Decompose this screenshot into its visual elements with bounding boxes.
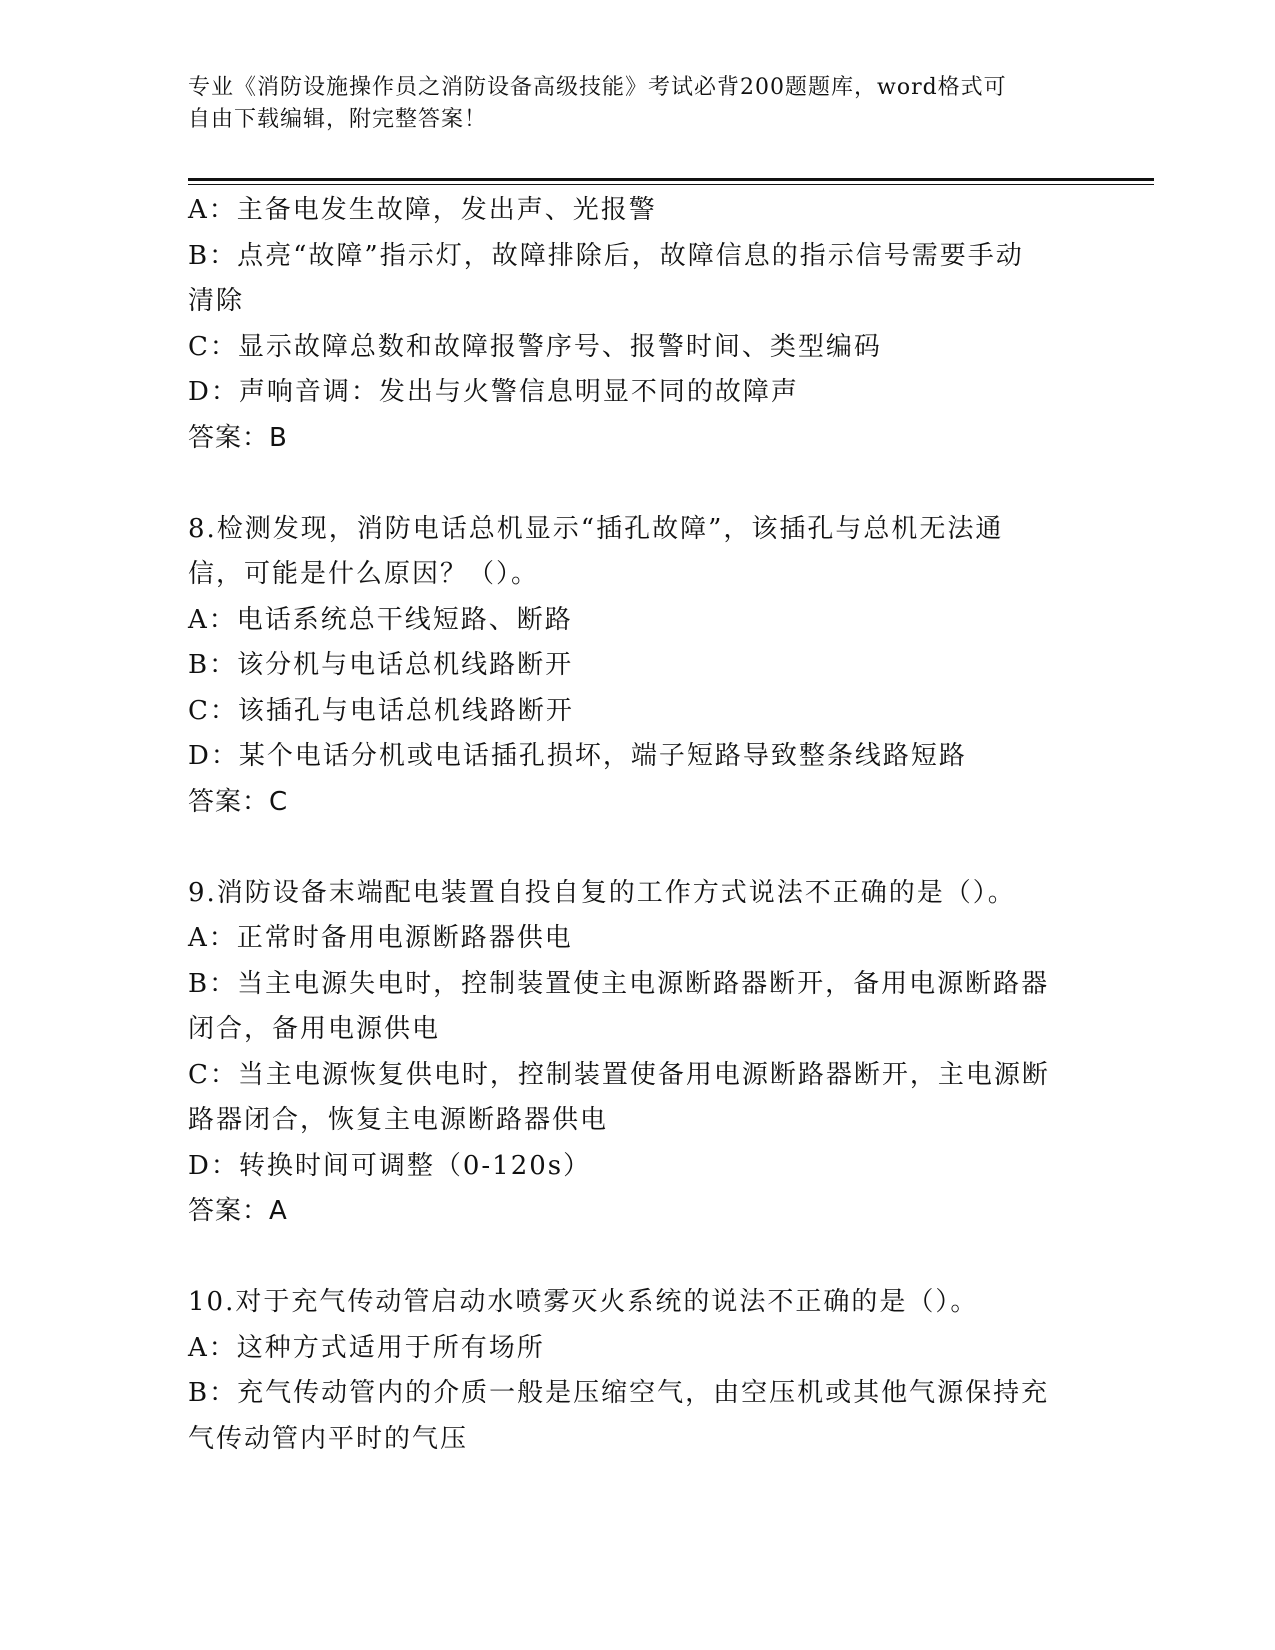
- q9-option-b-line-2: 闭合，备用电源供电: [188, 1014, 441, 1044]
- q7-answer: 答案：B: [188, 422, 288, 453]
- q8-stem-line-1: 8.检测发现，消防电话总机显示“插孔故障”，该插孔与总机无法通: [188, 513, 1004, 544]
- q8-option-d: D：某个电话分机或电话插孔损坏，端子短路导致整条线路短路: [188, 741, 967, 771]
- q9-option-a: A：正常时备用电源断路器供电: [188, 923, 573, 953]
- q9-option-c-line-2: 路器闭合，恢复主电源断路器供电: [188, 1105, 609, 1135]
- question-7: [188, 188, 1068, 461]
- q7-option-b-line-2: 清除: [188, 286, 245, 316]
- header-line-1: 专业《消防设施操作员之消防设备高级技能》考试必背200题题库，word格式可: [188, 75, 1007, 100]
- spacer: [188, 1235, 1068, 1281]
- q10-option-a: A：这种方式适用于所有场所: [188, 1332, 545, 1363]
- q7-option-b-line-1: B：点亮“故障”指示灯，故障排除后，故障信息的指示信号需要手动: [188, 240, 1024, 271]
- q9-option-b-line-1: B：当主电源失电时，控制装置使主电源断路器断开，备用电源断路器: [188, 968, 1050, 999]
- q8-stem-line-2: 信，可能是什么原因？（）。: [188, 559, 540, 589]
- q8-answer: 答案：C: [188, 786, 289, 817]
- document-header: [188, 72, 1068, 136]
- q10-option-b-line-2: 气传动管内平时的气压: [188, 1423, 469, 1454]
- question-10: [188, 1280, 1068, 1462]
- q8-option-c: C：该插孔与电话总机线路断开: [188, 695, 574, 726]
- q7-option-a: A：主备电发生故障，发出声、光报警: [188, 195, 657, 225]
- header-rule-thin: [188, 184, 1154, 185]
- q8-option-b: B：该分机与电话总机线路断开: [188, 650, 574, 680]
- question-content: [188, 188, 1068, 1462]
- q8-option-a: A：电话系统总干线短路、断路: [188, 604, 573, 635]
- spacer: [188, 461, 1068, 507]
- q7-option-c: C：显示故障总数和故障报警序号、报警时间、类型编码: [188, 331, 882, 362]
- question-8: [188, 507, 1068, 826]
- q10-stem: 10.对于充气传动管启动水喷雾灭火系统的说法不正确的是（）。: [188, 1287, 979, 1317]
- q9-stem: 9.消防设备末端配电装置自投自复的工作方式说法不正确的是（）。: [188, 877, 1016, 908]
- q10-option-b-line-1: B：充气传动管内的介质一般是压缩空气，由空压机或其他气源保持充: [188, 1378, 1050, 1408]
- q7-option-d: D：声响音调：发出与火警信息明显不同的故障声: [188, 377, 799, 407]
- q9-option-c-line-1: C：当主电源恢复供电时，控制装置使备用电源断路器断开，主电源断: [188, 1059, 1050, 1090]
- header-line-2: 自由下载编辑，附完整答案！: [188, 107, 488, 132]
- header-rule-thick: [188, 178, 1154, 181]
- spacer: [188, 825, 1068, 871]
- question-9: [188, 871, 1068, 1235]
- q9-option-d: D：转换时间可调整（0-120s）: [188, 1150, 592, 1181]
- q9-answer: 答案：A: [188, 1196, 288, 1226]
